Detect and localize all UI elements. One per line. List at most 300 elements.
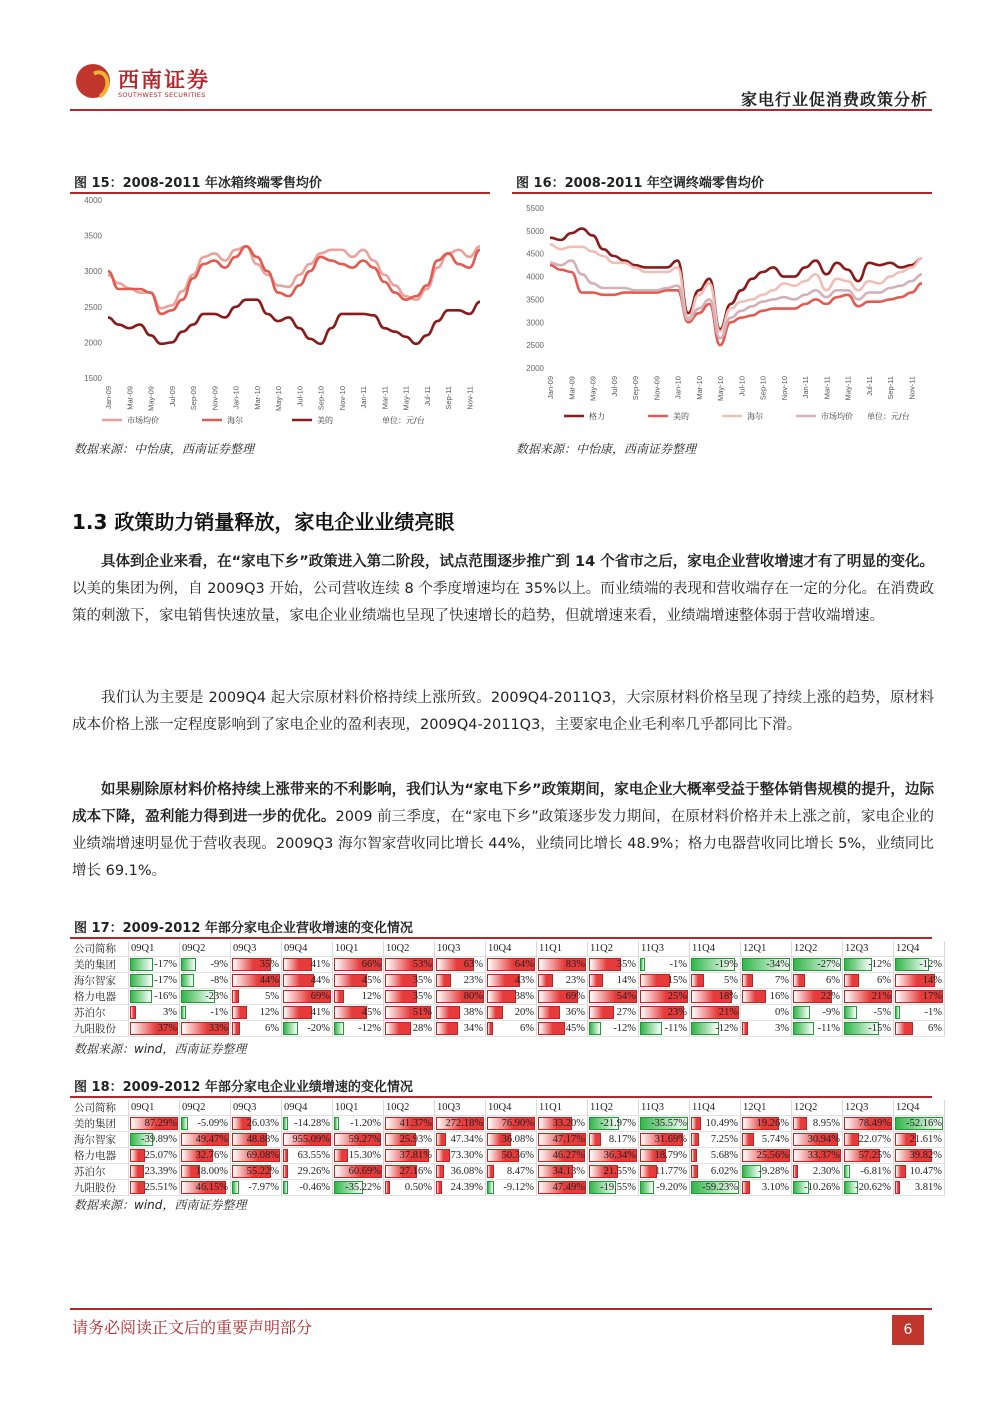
x-tick-label: May-09	[146, 386, 156, 412]
header-cell: 09Q4	[282, 1100, 333, 1116]
growth-value: 28%	[412, 1023, 432, 1034]
x-tick-label: Jul-09	[167, 386, 177, 407]
growth-value: 44%	[259, 975, 279, 986]
growth-cell	[231, 989, 282, 1005]
growth-value: 20%	[514, 1007, 534, 1018]
growth-value: 41%	[310, 1007, 330, 1018]
growth-cell	[282, 1132, 333, 1148]
negative-bar	[334, 1117, 339, 1130]
growth-cell	[639, 973, 690, 989]
growth-cell	[486, 1132, 537, 1148]
growth-cell	[894, 973, 945, 989]
header-cell: 10Q4	[486, 941, 537, 957]
growth-value: -5%	[873, 1007, 891, 1018]
growth-value: 0.50%	[404, 1182, 432, 1193]
growth-cell	[231, 1116, 282, 1132]
growth-value: 15.30%	[348, 1150, 381, 1161]
growth-value: 36.08%	[501, 1134, 534, 1145]
header-cell: 11Q3	[639, 941, 690, 957]
x-tick-label: Jan-11	[801, 376, 811, 399]
x-tick-label: Sep-09	[189, 386, 199, 411]
legend-label: 美的	[317, 416, 333, 425]
y-tick-label: 2500	[526, 341, 544, 351]
growth-cell	[741, 989, 792, 1005]
growth-cell	[843, 957, 894, 973]
negative-bar	[283, 1022, 298, 1035]
growth-cell	[435, 1132, 486, 1148]
growth-value: -35.22%	[345, 1182, 381, 1193]
growth-cell	[639, 1180, 690, 1196]
y-tick-label: 5000	[526, 226, 544, 236]
negative-bar	[589, 1022, 601, 1035]
fig15-source: 数据来源：中怡康，西南证券整理	[74, 442, 255, 456]
growth-cell	[333, 1021, 384, 1037]
x-tick-label: May-10	[716, 376, 726, 402]
x-tick-label: Sep-11	[886, 376, 896, 400]
growth-cell	[690, 1132, 741, 1148]
growth-cell	[282, 1005, 333, 1021]
x-tick-label: May-10	[274, 386, 284, 412]
growth-cell	[384, 1148, 435, 1164]
growth-cell	[894, 1132, 945, 1148]
growth-value: 21.55%	[603, 1166, 636, 1177]
positive-bar	[130, 1149, 145, 1162]
growth-cell	[282, 957, 333, 973]
header-cell: 12Q4	[894, 941, 945, 957]
header-cell: 12Q1	[741, 1100, 792, 1116]
growth-value: 37%	[157, 1023, 177, 1034]
positive-bar	[436, 1149, 450, 1162]
growth-cell	[231, 1005, 282, 1021]
positive-bar	[436, 1022, 458, 1035]
growth-cell	[690, 989, 741, 1005]
growth-cell	[537, 973, 588, 989]
growth-cell	[537, 1132, 588, 1148]
growth-value: -1%	[924, 1007, 942, 1018]
growth-cell	[231, 973, 282, 989]
x-tick-label: Jul-11	[864, 376, 874, 396]
positive-bar	[793, 1165, 798, 1178]
growth-value: 955.09%	[292, 1134, 330, 1145]
positive-bar	[895, 1181, 900, 1194]
growth-cell	[741, 957, 792, 973]
negative-bar	[181, 958, 196, 971]
positive-bar	[436, 1181, 442, 1194]
positive-bar	[232, 1022, 240, 1035]
growth-cell	[843, 1116, 894, 1132]
positive-bar	[589, 1133, 601, 1146]
growth-cell	[894, 1005, 945, 1021]
series-line-0	[108, 246, 480, 308]
growth-cell	[231, 1164, 282, 1180]
growth-cell	[486, 957, 537, 973]
x-tick-label: Sep-11	[444, 386, 454, 410]
growth-value: 66%	[361, 959, 381, 970]
header-cell: 12Q4	[894, 1100, 945, 1116]
positive-bar	[640, 974, 670, 987]
header-cell: 12Q2	[792, 941, 843, 957]
growth-value: 50.36%	[501, 1150, 534, 1161]
header-cell: 09Q3	[231, 941, 282, 957]
growth-value: -19%	[715, 959, 738, 970]
growth-value: 46.27%	[552, 1150, 585, 1161]
growth-value: 53%	[412, 959, 432, 970]
growth-cell	[741, 1180, 792, 1196]
logo-cn-text: 西南证券	[118, 67, 210, 92]
growth-cell	[843, 1164, 894, 1180]
header-cell: 10Q1	[333, 941, 384, 957]
growth-value: -20%	[307, 1023, 330, 1034]
table-row	[72, 1180, 945, 1196]
negative-bar	[334, 1022, 344, 1035]
footer-divider	[70, 1308, 932, 1310]
growth-value: 35%	[412, 991, 432, 1002]
growth-value: 8.47%	[506, 1166, 534, 1177]
growth-cell	[333, 1005, 384, 1021]
positive-bar	[283, 1006, 312, 1019]
fig18-rule	[70, 1096, 932, 1098]
growth-value: 55.22%	[246, 1166, 279, 1177]
growth-cell	[384, 1005, 435, 1021]
growth-value: 23%	[463, 975, 483, 986]
table-row	[72, 989, 945, 1005]
y-tick-label: 5500	[526, 204, 544, 213]
growth-cell	[690, 1021, 741, 1037]
y-tick-label: 3000	[84, 267, 102, 277]
growth-value: -5.09%	[197, 1118, 228, 1129]
x-tick-label: Nov-11	[907, 376, 917, 400]
fig17-source: 数据来源：wind，西南证券整理	[74, 1042, 247, 1056]
growth-value: 21.61%	[909, 1134, 942, 1145]
header-cell: 10Q4	[486, 1100, 537, 1116]
x-tick-label: Mar-10	[694, 376, 704, 400]
growth-cell	[741, 1148, 792, 1164]
negative-bar	[181, 974, 194, 987]
growth-cell	[894, 957, 945, 973]
fig16-source: 数据来源：中怡康，西南证券整理	[516, 442, 697, 456]
negative-bar	[181, 1006, 186, 1019]
growth-value: 18%	[718, 991, 738, 1002]
positive-bar	[691, 974, 704, 987]
growth-value: 25%	[667, 991, 687, 1002]
growth-cell	[588, 973, 639, 989]
growth-cell	[129, 1021, 180, 1037]
growth-value: -9%	[210, 959, 228, 970]
growth-cell	[435, 989, 486, 1005]
growth-value: 51%	[412, 1007, 432, 1018]
growth-value: 63%	[463, 959, 483, 970]
growth-cell	[384, 973, 435, 989]
growth-value: 12%	[259, 1007, 279, 1018]
growth-value: 8.17%	[608, 1134, 636, 1145]
legend-label: 格力	[589, 412, 605, 421]
y-tick-label: 3500	[84, 231, 102, 241]
x-tick-label: Jul-10	[737, 376, 747, 397]
growth-value: 38%	[463, 1007, 483, 1018]
growth-cell	[333, 1132, 384, 1148]
growth-value: -1%	[210, 1007, 228, 1018]
growth-value: 6%	[877, 975, 891, 986]
header-cell: 12Q3	[843, 1100, 894, 1116]
growth-cell	[384, 1164, 435, 1180]
growth-value: -23%	[205, 991, 228, 1002]
growth-cell	[537, 1005, 588, 1021]
growth-value: 22%	[820, 991, 840, 1002]
growth-value: 35%	[412, 975, 432, 986]
growth-cell	[180, 989, 231, 1005]
x-tick-label: May-11	[401, 386, 411, 411]
growth-cell	[741, 1005, 792, 1021]
positive-bar	[130, 1181, 145, 1194]
legend-label: 市场均价	[821, 412, 853, 421]
growth-value: 44%	[310, 975, 330, 986]
header-cell: 12Q1	[741, 941, 792, 957]
growth-cell	[435, 957, 486, 973]
growth-value: -17%	[154, 975, 177, 986]
growth-value: 17%	[922, 991, 942, 1002]
growth-value: 76.90%	[501, 1118, 534, 1129]
growth-value: 47.49%	[552, 1182, 585, 1193]
growth-value: 54%	[616, 991, 636, 1002]
growth-cell	[180, 1132, 231, 1148]
growth-value: -15%	[868, 1023, 891, 1034]
growth-value: 23%	[565, 975, 585, 986]
growth-cell	[435, 1164, 486, 1180]
growth-value: -12%	[715, 1023, 738, 1034]
growth-cell	[894, 1180, 945, 1196]
header-cell: 09Q4	[282, 941, 333, 957]
growth-value: 24.39%	[450, 1182, 483, 1193]
positive-bar	[691, 1117, 701, 1130]
growth-cell	[486, 1021, 537, 1037]
growth-value: 3%	[163, 1007, 177, 1018]
growth-value: -21.97%	[600, 1118, 636, 1129]
x-tick-label: May-09	[588, 376, 598, 402]
y-tick-label: 3000	[526, 318, 544, 328]
growth-value: 57.25%	[858, 1150, 891, 1161]
growth-value: 45%	[565, 1023, 585, 1034]
growth-value: 31.69%	[654, 1134, 687, 1145]
negative-bar	[130, 990, 152, 1003]
growth-value: 6%	[520, 1023, 534, 1034]
growth-cell	[639, 1148, 690, 1164]
fig15-title: 图 15：2008-2011 年冰箱终端零售均价	[74, 176, 322, 191]
negative-bar	[283, 1117, 288, 1130]
growth-cell	[588, 1180, 639, 1196]
growth-cell	[537, 1021, 588, 1037]
growth-cell	[588, 1005, 639, 1021]
positive-bar	[283, 974, 314, 987]
unit-label: 单位：元/台	[867, 412, 910, 421]
legend-label: 海尔	[747, 412, 763, 421]
growth-cell	[588, 1148, 639, 1164]
growth-value: 49.47%	[195, 1134, 228, 1145]
growth-cell	[741, 1021, 792, 1037]
fig17-title: 图 17：2009-2012 年部分家电企业营收增速的变化情况	[74, 921, 413, 936]
growth-cell	[639, 1005, 690, 1021]
growth-cell	[792, 1180, 843, 1196]
growth-cell	[792, 973, 843, 989]
negative-bar	[181, 1117, 188, 1130]
growth-value: -12%	[358, 1023, 381, 1034]
positive-bar	[895, 1022, 913, 1035]
growth-cell	[180, 1021, 231, 1037]
growth-value: 30.94%	[807, 1134, 840, 1145]
x-tick-label: Mar-09	[125, 386, 135, 410]
growth-value: 3.81%	[914, 1182, 942, 1193]
growth-cell	[384, 1180, 435, 1196]
table-row	[72, 1148, 945, 1164]
negative-bar	[844, 1165, 850, 1178]
positive-bar	[844, 974, 859, 987]
growth-value: 27%	[616, 1007, 636, 1018]
positive-bar	[742, 974, 753, 987]
growth-cell	[333, 989, 384, 1005]
company-name: 海尔智家	[72, 1132, 129, 1148]
positive-bar	[844, 1133, 859, 1146]
growth-value: 3%	[775, 1023, 789, 1034]
growth-cell	[129, 1164, 180, 1180]
growth-cell	[486, 1164, 537, 1180]
positive-bar	[487, 1022, 493, 1035]
growth-cell	[333, 1116, 384, 1132]
growth-value: 23.39%	[144, 1166, 177, 1177]
growth-value: -6.81%	[860, 1166, 891, 1177]
positive-bar	[691, 1133, 699, 1146]
positive-bar	[436, 1133, 446, 1146]
paragraph-1-bold: 具体到企业来看，在“家电下乡”政策进入第二阶段，试点范围逐步推广到 14 个省市之后，家电企业营收增速才有了明显的变化。	[101, 554, 934, 570]
growth-value: -16%	[154, 991, 177, 1002]
growth-value: 14%	[616, 975, 636, 986]
growth-value: 21%	[871, 991, 891, 1002]
positive-bar	[742, 990, 766, 1003]
positive-bar	[793, 974, 805, 987]
header-cell: 12Q2	[792, 1100, 843, 1116]
growth-cell	[894, 1148, 945, 1164]
growth-value: 35%	[259, 959, 279, 970]
growth-value: 45%	[361, 975, 381, 986]
growth-cell	[180, 1148, 231, 1164]
fig17-rule	[70, 937, 932, 939]
growth-cell	[486, 1148, 537, 1164]
growth-value: 43%	[514, 975, 534, 986]
growth-value: 69.08%	[246, 1150, 279, 1161]
growth-value: 25.51%	[144, 1182, 177, 1193]
growth-value: -10.26%	[804, 1182, 840, 1193]
growth-value: 0%	[775, 1007, 789, 1018]
growth-cell	[129, 957, 180, 973]
growth-cell	[180, 1164, 231, 1180]
growth-cell	[282, 1180, 333, 1196]
negative-bar	[283, 1181, 288, 1194]
growth-value: 5%	[724, 975, 738, 986]
growth-value: -59.23%	[702, 1182, 738, 1193]
x-tick-label: Nov-10	[337, 386, 347, 411]
table-row	[72, 973, 945, 989]
growth-cell	[639, 1116, 690, 1132]
growth-value: -9%	[822, 1007, 840, 1018]
growth-value: 7.25%	[710, 1134, 738, 1145]
growth-value: 73.30%	[450, 1150, 483, 1161]
growth-value: -7.97%	[248, 1182, 279, 1193]
growth-cell	[231, 1132, 282, 1148]
growth-cell	[180, 1180, 231, 1196]
x-tick-label: Mar-10	[252, 386, 262, 410]
growth-cell	[792, 1005, 843, 1021]
growth-value: 21%	[718, 1007, 738, 1018]
growth-cell	[282, 1021, 333, 1037]
negative-bar	[640, 958, 645, 971]
growth-value: 26.03%	[246, 1118, 279, 1129]
growth-cell	[282, 1116, 333, 1132]
growth-cell	[843, 989, 894, 1005]
growth-value: -11%	[664, 1023, 687, 1034]
growth-value: 11.77%	[655, 1166, 687, 1177]
positive-bar	[589, 1006, 614, 1019]
table-row	[72, 1021, 945, 1037]
growth-cell	[333, 957, 384, 973]
negative-bar	[793, 1006, 810, 1019]
growth-cell	[333, 973, 384, 989]
paragraph-3	[72, 777, 934, 885]
growth-value: 6.02%	[710, 1166, 738, 1177]
growth-cell	[537, 989, 588, 1005]
growth-cell	[333, 1180, 384, 1196]
growth-value: -52.16%	[906, 1118, 942, 1129]
growth-cell	[129, 1005, 180, 1021]
growth-cell	[792, 957, 843, 973]
growth-cell	[537, 1180, 588, 1196]
growth-value: -11%	[817, 1023, 840, 1034]
growth-cell	[843, 1132, 894, 1148]
growth-value: 83%	[565, 959, 585, 970]
growth-value: 25.56%	[756, 1150, 789, 1161]
header-cell: 10Q3	[435, 1100, 486, 1116]
header-cell: 11Q3	[639, 1100, 690, 1116]
y-tick-label: 4000	[84, 196, 102, 205]
header-cell: 09Q3	[231, 1100, 282, 1116]
header-cell: 11Q1	[537, 1100, 588, 1116]
growth-cell	[129, 989, 180, 1005]
growth-cell	[282, 973, 333, 989]
growth-cell	[690, 1116, 741, 1132]
header-cell: 10Q2	[384, 1100, 435, 1116]
growth-value: 23%	[667, 1007, 687, 1018]
header-cell: 09Q1	[129, 1100, 180, 1116]
growth-value: 48.88%	[246, 1134, 279, 1145]
growth-cell	[384, 989, 435, 1005]
growth-value: 36.34%	[603, 1150, 636, 1161]
positive-bar	[793, 1117, 807, 1130]
growth-value: 19.26%	[756, 1118, 789, 1129]
x-tick-label: Mar-09	[567, 376, 577, 400]
x-tick-label: Jan-09	[546, 376, 555, 399]
positive-bar	[334, 1149, 348, 1162]
y-tick-label: 3500	[526, 295, 544, 305]
positive-bar	[436, 1165, 444, 1178]
growth-value: 27.16%	[399, 1166, 432, 1177]
growth-value: -27%	[817, 959, 840, 970]
growth-value: 39.82%	[909, 1150, 942, 1161]
page-number: 6	[892, 1315, 924, 1345]
growth-cell	[129, 1132, 180, 1148]
y-tick-label: 4000	[526, 272, 544, 282]
x-tick-label: Nov-10	[779, 376, 789, 401]
growth-value: 63.55%	[297, 1150, 330, 1161]
positive-bar	[487, 990, 516, 1003]
negative-bar	[487, 1181, 494, 1194]
growth-value: 7%	[775, 975, 789, 986]
